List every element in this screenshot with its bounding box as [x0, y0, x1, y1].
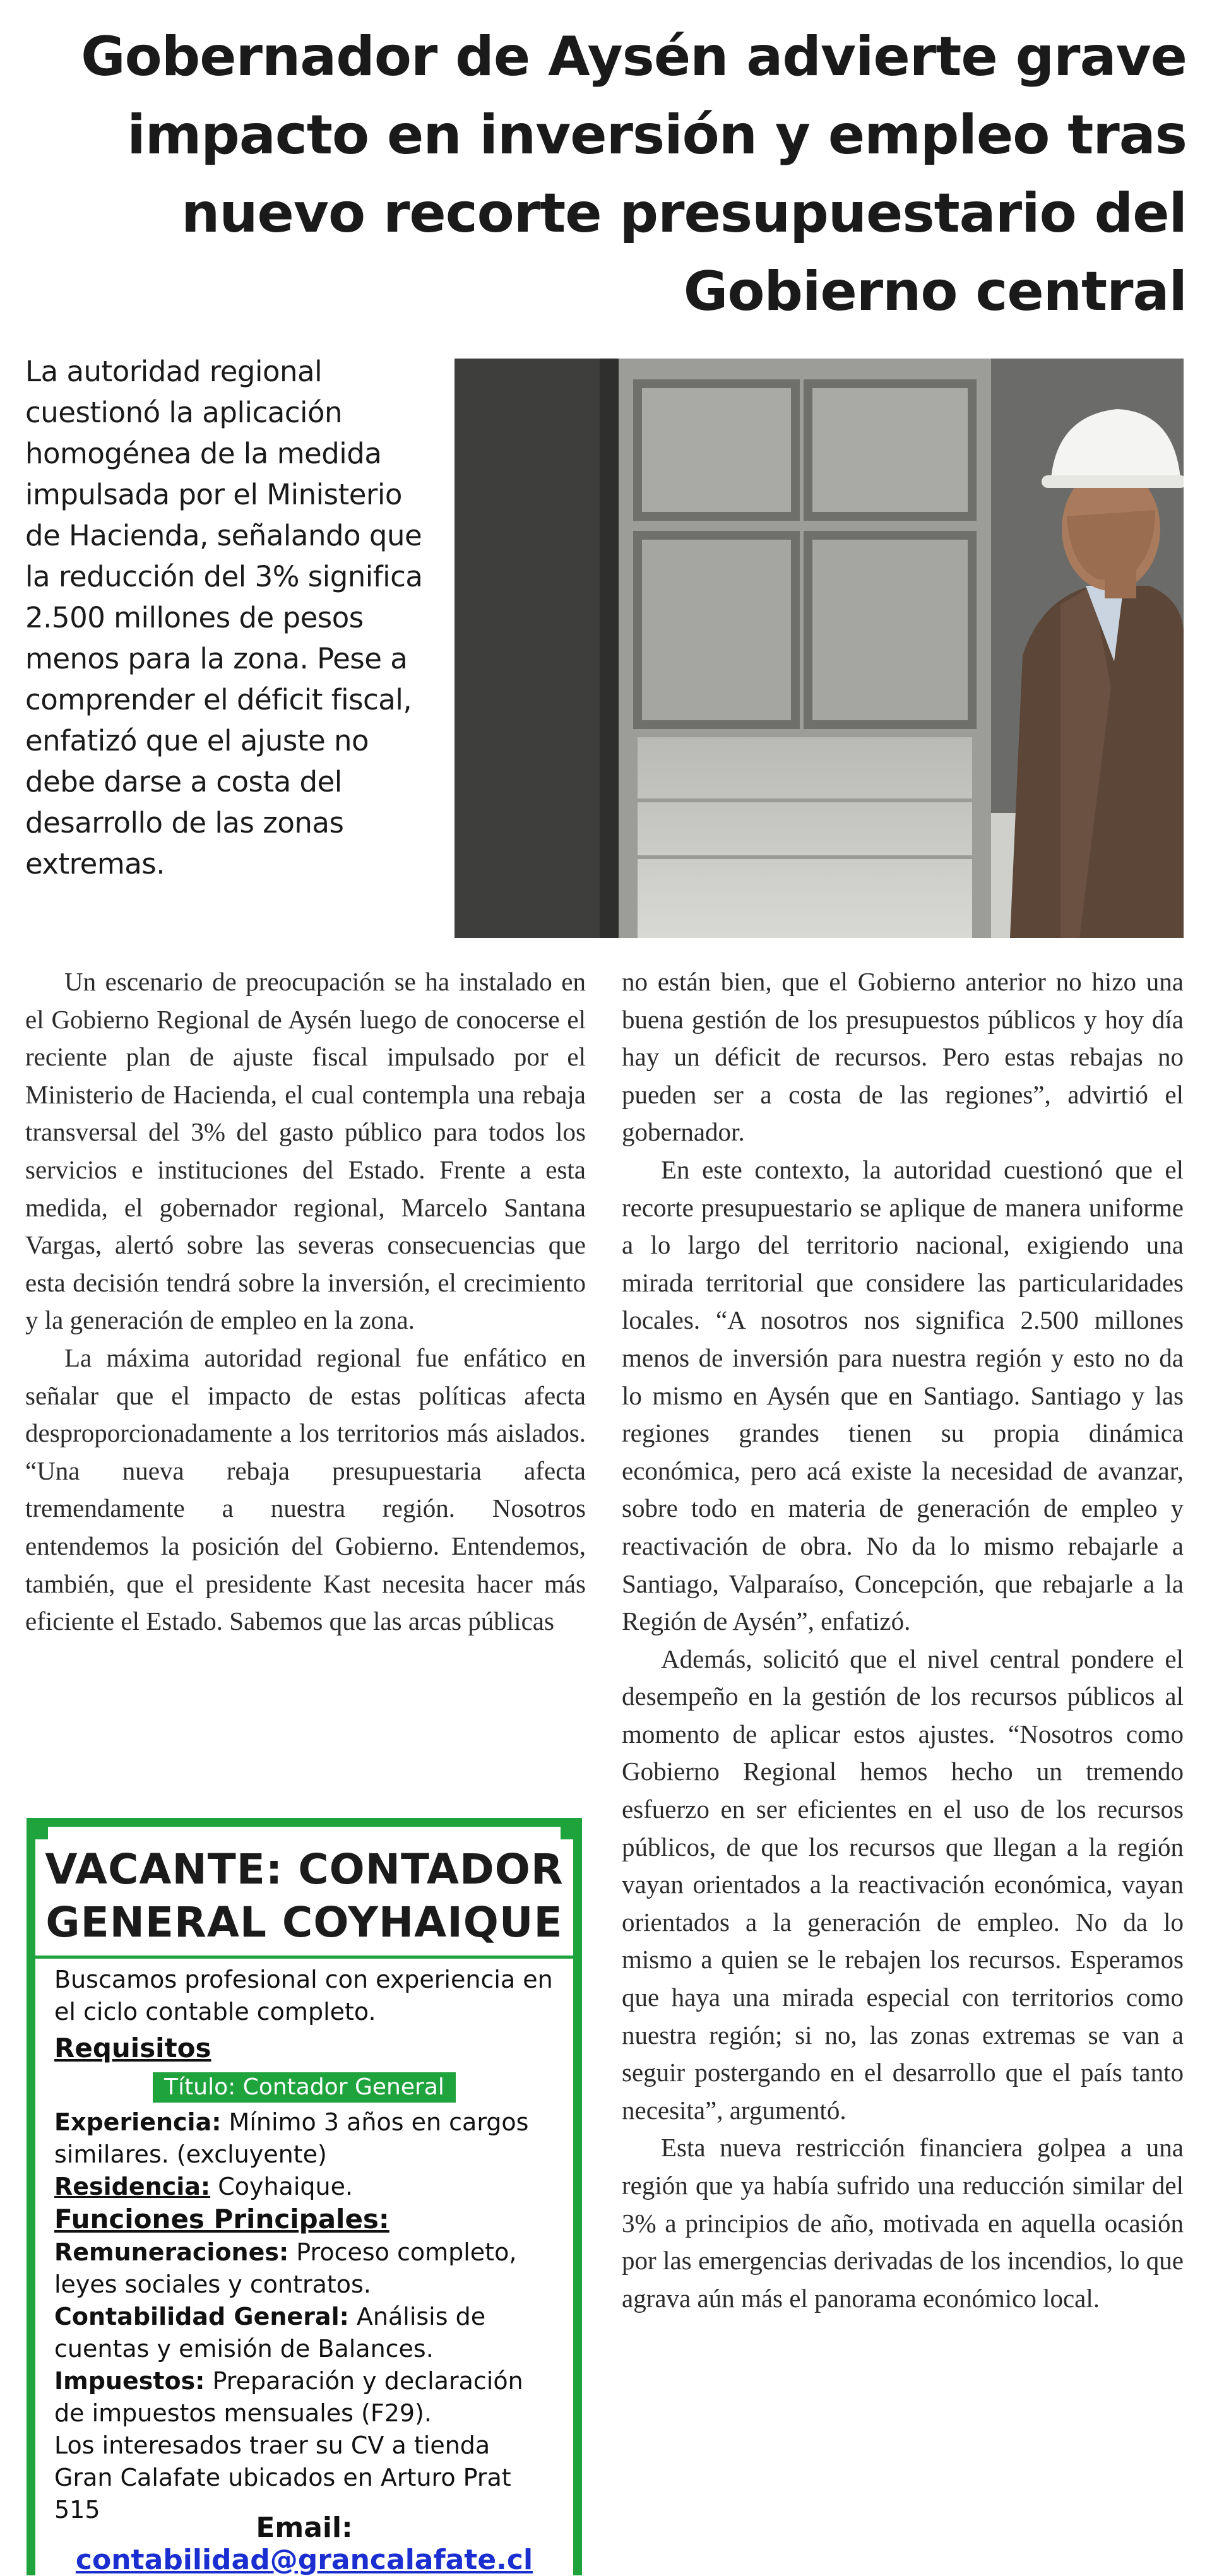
ad-experiencia-value: Mínimo 3 años en cargos similares. (excluyente) [54, 2108, 529, 2168]
governor-photo-illustration [454, 359, 1184, 938]
article-photo [454, 359, 1184, 938]
ad-impuestos [54, 2365, 554, 2430]
ad-requisitos-heading: Requisitos [54, 2033, 211, 2063]
ad-remuneraciones-value: Proceso completo, leyes sociales y contratos. [54, 2238, 517, 2298]
article-headline: Gobernador de Aysén advierte grave impacto en inversión y empleo tras nuevo recorte presupuestario del Gobierno central [81, 25, 1187, 323]
ad-impuestos-value: Preparación y declaración de impuestos mensuales (F29). [54, 2367, 523, 2427]
ad-titulo-pill: Título: Contador General [153, 2072, 456, 2103]
article-column-left [25, 963, 586, 1641]
ad-title-line: VACANTE: CONTADOR [45, 1845, 564, 1894]
ad-intro: Buscamos profesional con experiencia en el ciclo contable completo. [54, 1966, 553, 2026]
ad-contabilidad-value: Análisis de cuentas y emisión de Balances. [54, 2303, 486, 2363]
ad-title [35, 1827, 573, 1959]
ad-remuneraciones [54, 2236, 554, 2301]
article-paragraph: no están bien, que el Gobierno anterior no hizo una buena gestión de los presupuestos públicos y hoy día hay un déficit de recursos. Pero estas rebajas no pueden ser a costa de las regiones”, advirtió el gobernador. [622, 967, 1184, 1147]
article-paragraph: Un escenario de preocupación se ha instalado en el Gobierno Regional de Aysén luego de conocerse el reciente plan de ajuste fiscal impulsado por el Ministerio de Hacienda, el cual contempla una rebaja transversal del 3% del gasto público para todos los servicios e instituciones del Estado. Frente a esta medida, el gobernador regional, Marcelo Santana Vargas, alertó sobre las severas consecuencias que esta decisión tendrá sobre la inversión, el crecimiento y la generación de empleo en la zona. [25, 967, 586, 1335]
ad-residencia-label: Residencia: [54, 2173, 211, 2200]
ad-email-link[interactable]: contabilidad@grancalafate.cl [75, 2544, 533, 2576]
ad-contabilidad-label: Contabilidad General: [54, 2303, 349, 2330]
article-paragraph: Esta nueva restricción financiera golpea a una región que ya había sufrido una reducción similar del 3% a principios de año, motivada en aquella ocasión por las emergencias derivadas de los incendios, lo que agrava aún más el panorama económico local. [622, 2133, 1184, 2313]
ad-email-row [35, 2512, 573, 2576]
ad-experiencia-label: Experiencia: [54, 2108, 222, 2136]
ad-closing: Los interesados traer su CV a tienda Gran Calafate ubicados en Arturo Prat 515 [54, 2431, 511, 2524]
article-paragraph: Además, solicitó que el nivel central pondere el desempeño en la gestión de los recursos públicos al momento de aplicar estos ajustes. “Nosotros como Gobierno Regional hemos hecho un tremendo esfuerzo en ser eficientes en el uso de los recursos públicos, de que los recursos que llegan a la región vayan orientados a la reactivación económica, vayan orientados a la generación de empleo. No da lo mismo a quien se le rebajen los recursos. Esperamos que haya una mirada especial con territorios como nuestra región; si no, las zonas extremas se van a seguir postergando en el desarrollo que el país tanto necesita”, argumentó. [622, 1644, 1184, 2125]
ad-corner-decoration [27, 1818, 48, 1839]
article-column-right [622, 963, 1184, 2317]
ad-title-line: GENERAL COYHAIQUE [45, 1898, 563, 1947]
article-paragraph: La máxima autoridad regional fue enfático en señalar que el impacto de estas políticas afecta desproporcionadamente a los territorios más aislados. “Una nueva rebaja presupuestaria afecta tremendamente a nuestra región. Nosotros entendemos la posición del Gobierno. Entendemos, también, que el presidente Kast necesita hacer más eficiente el Estado. Sabemos que las arcas públicas [25, 1343, 586, 1636]
article-lead: La autoridad regional cuestionó la aplicación homogénea de la medida impulsada por el Ministerio de Hacienda, señalando que la reducción del 3% significa 2.500 millones de pesos menos para la zona. Pese a comprender el déficit fiscal, enfatizó que el ajuste no debe darse a costa del desarrollo de las zonas extremas. [25, 355, 423, 881]
ad-email-label: Email: [256, 2512, 353, 2544]
ad-contabilidad [54, 2301, 554, 2365]
ad-corner-decoration [561, 1818, 582, 1839]
job-ad-box [27, 1818, 582, 2575]
ad-body [35, 1959, 573, 2526]
ad-funciones-heading: Funciones Principales: [54, 2204, 389, 2235]
ad-residencia [54, 2171, 554, 2203]
article-paragraph: En este contexto, la autoridad cuestionó que el recorte presupuestario se aplique de manera uniforme a lo largo del territorio nacional, exigiendo una mirada territorial que considere las particularidades locales. “A nosotros nos significa 2.500 millones menos de inversión para nuestra región y esto no da lo mismo en Aysén que en Santiago. Santiago y las regiones grandes tienen su propia dinámica económica, pero acá existe la necesidad de avanzar, sobre todo en materia de generación de empleo y reactivación de obra. No da lo mismo rebajarle a Santiago, Valparaíso, Concepción, que rebajarle a la Región de Aysén”, enfatizó. [622, 1154, 1184, 1636]
ad-remuneraciones-label: Remuneraciones: [54, 2238, 289, 2266]
ad-residencia-value: Coyhaique. [218, 2173, 354, 2200]
ad-experiencia [54, 2106, 554, 2171]
ad-impuestos-label: Impuestos: [54, 2367, 205, 2395]
